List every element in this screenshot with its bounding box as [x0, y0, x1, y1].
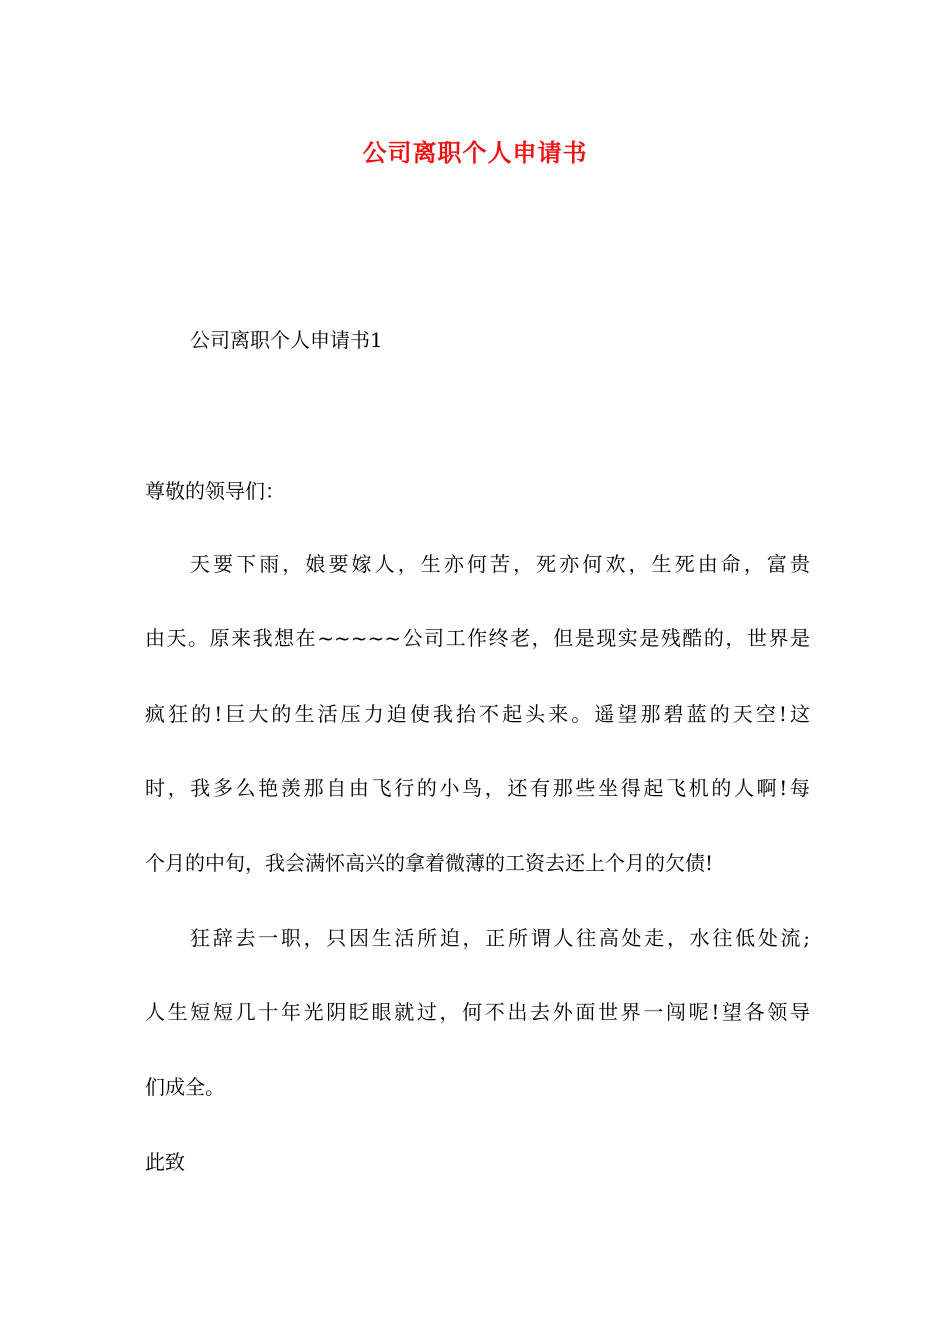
body-line-5: 个月的中旬，我会满怀高兴的拿着微薄的工资去还上个月的欠债! — [145, 851, 714, 875]
body-line-8: 们成全。 — [145, 1075, 225, 1099]
body-line-7: 人生短短几十年光阴眨眼就过，何不出去外面世界一闯呢!望各领导 — [145, 1000, 810, 1024]
body-line-1: 天要下雨，娘要嫁人，生亦何苦，死亦何欢，生死由命，富贵 — [190, 552, 810, 576]
closing: 此致 — [145, 1150, 185, 1174]
salutation: 尊敬的领导们： — [145, 479, 285, 503]
body-line-6: 狂辞去一职，只因生活所迫，正所谓人往高处走，水往低处流; — [190, 926, 810, 950]
body-line-2: 由天。原来我想在~~~~~公司工作终老，但是现实是残酷的，世界是 — [145, 626, 810, 650]
body-line-3: 疯狂的!巨大的生活压力迫使我抬不起头来。遥望那碧蓝的天空!这 — [145, 702, 810, 726]
section-heading: 公司离职个人申请书1 — [190, 328, 383, 352]
document-title: 公司离职个人申请书 — [362, 138, 588, 167]
body-line-4: 时，我多么艳羡那自由飞行的小鸟，还有那些坐得起飞机的人啊!每 — [145, 776, 810, 800]
